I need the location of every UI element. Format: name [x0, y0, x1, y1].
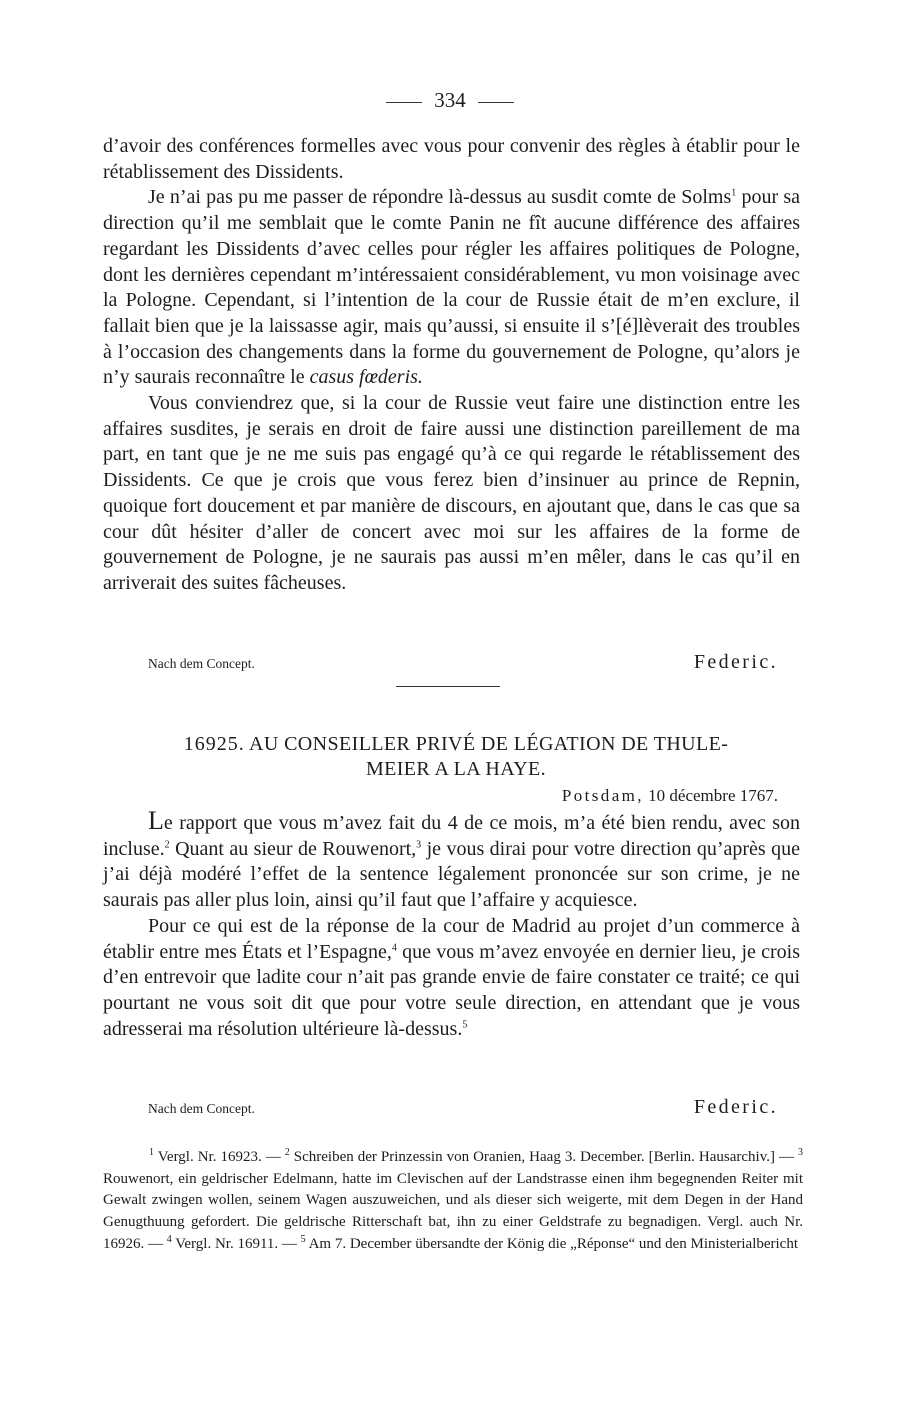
letter-2-paragraph-2: Pour ce qui est de la réponse de la cour de Madrid au projet d’un commerce à établir entre mes États et l’Espagne,$^4$ que vous m’avez envoyée en dernier lieu, je crois d’en entrevoir que ladite cour n’ait pas grande envie de faire constater ce traité; ce qui pourtant ne vous soit dit que pour votre seule direction, en attendant que je vous adresserai ma résolution ultérieure là-dessus.$^5$	[103, 914, 800, 1040]
footnote-number-3: 3	[798, 1147, 803, 1158]
footnote-ref-1: 1	[731, 187, 737, 199]
letter-1-source: Nach dem Concept.	[148, 656, 255, 671]
letter-2-heading	[116, 732, 796, 782]
letter-separator	[396, 686, 500, 687]
letter-2-date: 10 décembre 1767.	[648, 786, 778, 805]
footnote-number-1: 1	[149, 1147, 154, 1158]
letter-1-body	[103, 134, 800, 597]
page-header	[0, 88, 900, 113]
letter-1-paragraph-2: Je n’ai pas pu me passer de répondre là-dessus au susdit comte de Solms$^1$ pour sa direction qu’il me semblait que le comte Panin ne fît aucune différence des affaires regardant les Dissidents d’avec celles pour régler les affaires politiques de Pologne, dont les dernières cependant m’intéressaient considérablement, vu mon voisinage avec la Pologne. Cependant, si l’intention de la cour de Russie était de m’en exclure, il fallait bien que je la laissasse agir, mais qu’aussi, si ensuite il s’[é]lèverait des troubles à l’occasion des changements dans la forme du gouvernement de Pologne, qu’alors je n’y saurais reconnaître le casus fœderis.	[103, 186, 801, 389]
casus-foederis: casus fœderis.	[309, 366, 423, 389]
footnote-text: $^1$ Vergl. Nr. 16923. — $^2$ Schreiben der Prinzessin von Oranien, Haag 3. December. [Berlin. Hausarchiv.] — $^3$ Rouwenort, ein geldrischer Edelmann, hatte im Clevischen auf der Landstrasse einen ihm begegnenden Reiter mit Gewalt zwingen wollen, seinem Wagen auszuweichen, und als dieser sich weigerte, mit dem Degen in der Hand Genugthuung gefordert. Die geldrische Ritterschaft bat, ihn zu einer Geldstrafe zu begnadigen. Vergl. auch Nr. 16926. — $^4$ Vergl. Nr. 16911. — $^5$ Am 7. December übersandte der König die „Réponse“ und den Ministerialbericht	[103, 1147, 803, 1252]
letter-1-footer	[148, 648, 778, 674]
letter-2-paragraph-1: Le rapport que vous m’avez fait du 4 de ce mois, m’a été bien rendu, avec son incluse.$^2$ Quant au sieur de Rouwenort,$^3$ je vous dirai pour votre direction qu’après que j’ai déjà modéré l’effet de la sentence légalement prononcée sur son crime, je ne saurais pas aller plus loin, ainsi qu’il faut que l’affaire y acquiesce.	[103, 806, 800, 912]
footnote-number-2: 2	[284, 1147, 290, 1158]
letter-2-signature: Federic.	[693, 1096, 778, 1118]
letter-2-source: Nach dem Concept.	[148, 1101, 255, 1116]
letter-2-dateline	[562, 786, 778, 806]
page-number: 334	[434, 88, 466, 112]
header-dash-left	[386, 102, 422, 103]
footnote-number-4: 4	[166, 1233, 172, 1245]
footnotes	[103, 1147, 803, 1256]
letter-2-number: 16925.	[183, 733, 245, 755]
letter-2-body	[103, 806, 800, 1042]
letter-2-title-line-1: 16925. AU CONSEILLER PRIVÉ DE LÉGATION DE THULE-	[183, 733, 729, 755]
letter-2-title-line-2: MEIER A LA HAYE.	[365, 758, 547, 780]
header-dash-right	[478, 102, 514, 103]
footnote-ref-4: 4	[391, 941, 397, 953]
letter-1-paragraph-1: d’avoir des conférences formelles avec vous pour convenir des règles à établir pour le rétablissement des Dissidents.	[103, 135, 800, 183]
letter-2-place: Potsdam,	[561, 786, 644, 805]
letter-1-signature: Federic.	[693, 651, 778, 673]
footnote-ref-3: 3	[416, 839, 422, 851]
footnote-ref-5: 5	[462, 1018, 468, 1030]
letter-1-paragraph-3: Vous conviendrez que, si la cour de Russie veut faire une distinction entre les affaires susdites, je serais en droit de faire aussi une distinction pareillement de ma part, en tant que je ne me suis pas engagé qu’à ce qui regarde le rétablissement des Dissidents. Ce que je crois que vous ferez bien d’insinuer au prince de Repnin, quoique fort doucement et par manière de discours, en ajoutant que, dans le cas que sa cour dût hésiter d’aller de concert avec moi sur les affaires de la forme de gouvernement de Pologne, je ne saurais pas aussi m’en mêler, dans le cas qu’il en arriverait des suites fâcheuses.	[103, 392, 800, 594]
footnote-number-5: 5	[300, 1233, 306, 1245]
letter-2-footer	[148, 1093, 778, 1119]
footnote-ref-2: 2	[164, 839, 170, 851]
drop-cap: L	[148, 806, 164, 835]
